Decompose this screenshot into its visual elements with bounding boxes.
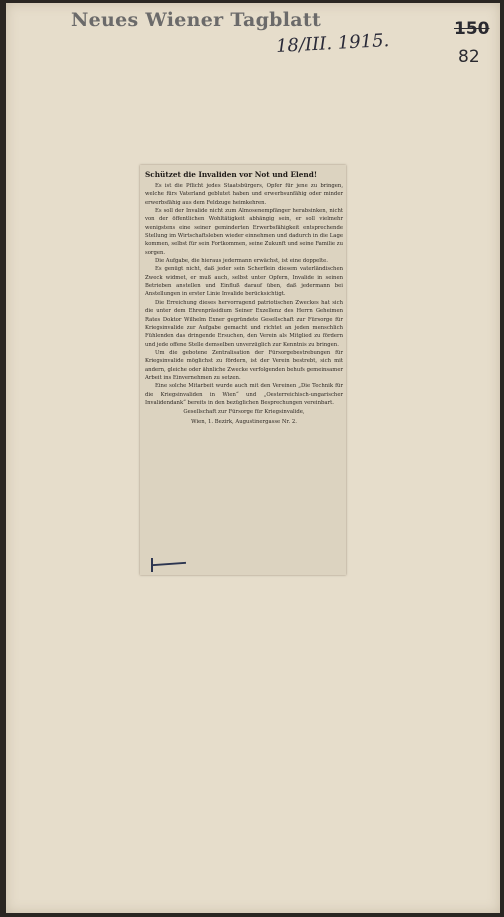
article-paragraph: Eine solche Mitarbeit wurde auch mit den Vereinen „Die Technik für die Kriegsinvaliden in Wien“ und „Oesterreichisch-ungarischer Invalidendank“ bereits in den bezüglichen Besprechungen vereinbart.	[145, 383, 343, 406]
signature-address: Wien, 1. Bezirk, Augustinergasse Nr. 2.	[191, 418, 297, 425]
article-paragraph: Es soll der Invalide nicht zum Almosenempfänger herabsinken, nicht von der öffentlichen Wohltätigkeit abhängig sein, er soll vielmehr wenigstens eine seiner geminderten Erwerbsfähigkeit entsprechende Stellung im Wirtschaftsleben wieder einnehmen und dadurch in die Lage kommen, selbst für sein Fortkommen, seine Zukunft und seine Familie zu sorgen.	[145, 208, 343, 256]
article-paragraph: Die Aufgabe, die hieraus jedermann erwächst, ist eine doppelte.	[155, 258, 328, 265]
signature-organization: Gesellschaft zur Fürsorge für Kriegsinvalide,	[183, 409, 305, 416]
newspaper-clipping	[140, 165, 346, 575]
article-paragraph: Es ist die Pflicht jedes Staatsbürgers, Opfer für jene zu bringen, welche fürs Vaterland geblutet haben und erwerbsunfähig oder minder erwerbsfähig aus dem Feldzuge heimkehren.	[145, 183, 343, 206]
article-headline: Schützet die Invaliden vor Not und Elend!	[145, 170, 318, 179]
handwritten-date: 18/III. 1915.	[275, 30, 390, 57]
archive-page-number: 82	[458, 47, 480, 67]
struck-archive-number: 150	[454, 19, 490, 39]
article-paragraph: Es genügt nicht, daß jeder sein Scherflein diesem vaterländischen Zweck widmet, er muß auch, selbst unter Opfern, Invalide in seinen Betrieben anstellen und Einfluß darauf üben, daß jedermann bei Anstellungen in erster Linie Invalide berücksichtigt.	[145, 266, 343, 298]
newspaper-title: Neues Wiener Tagblatt	[70, 9, 322, 31]
article-paragraph: Um die gebotene Zentralisation der Fürsorgebestrebungen für Kriegsinvalide möglichst zu fördern, ist der Verein bestrebt, sich mit andern, gleiche oder ähnliche Zwecke verfolgenden behufs gemeinsamer Arbeit ins Einvernehmen zu setzen.	[145, 349, 343, 381]
article-paragraph: Die Erreichung dieses hervorragend patriotischen Zweckes hat sich die unter dem Ehrenpräsidium Seiner Exzellenz des Herrn Geheimen Rates Doktor Wilhelm Exner gegründete Gesellschaft zur Fürsorge für Kriegsinvalide zur Aufgabe gemacht und richtet an jeden menschlich Fühlenden das dringende Ersuchen, den Verein als Mitglied zu fördern und jede offene Stelle demselben unverzüglich zur Kenntnis zu bringen.	[145, 299, 343, 348]
